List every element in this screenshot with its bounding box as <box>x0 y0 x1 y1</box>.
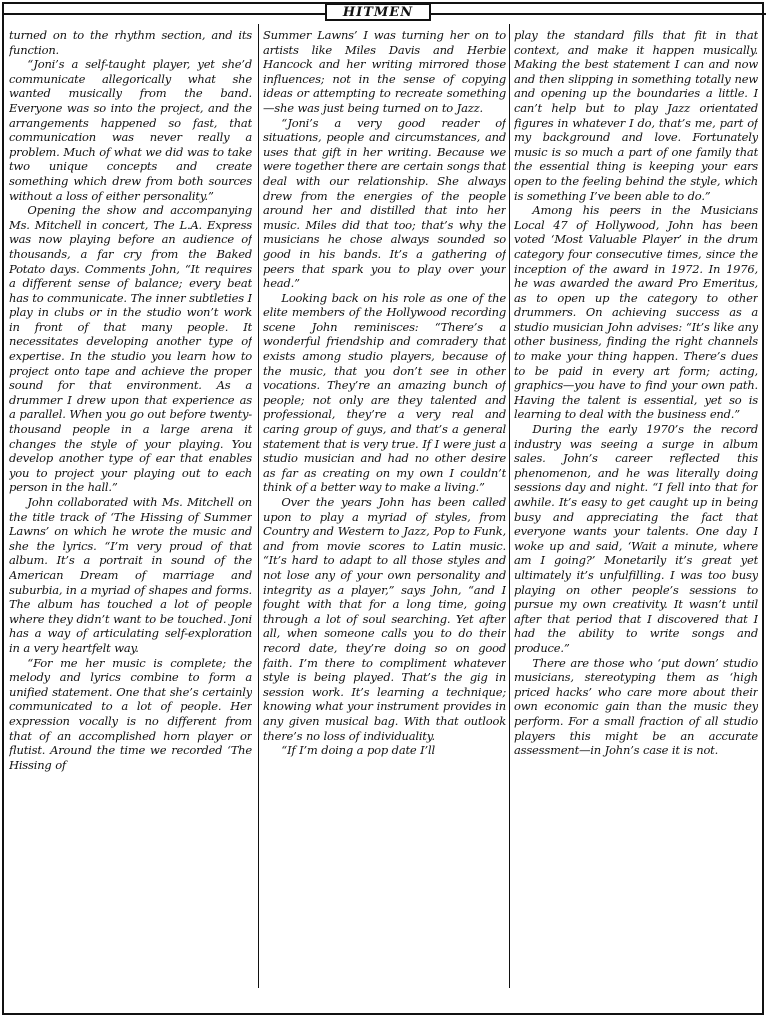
paragraph: “Joni’s a self-taught player, yet she’d communicate allegorically what she wanted musically from the band. Everyone was so into the project, and the arrangements happened so fast, that communication was never really a problem. Much of what we did was to take two unique concepts and create something which drew from both sources without a loss of either personality.” <box>9 57 252 203</box>
article-column-2 <box>263 28 506 990</box>
column-divider <box>509 24 510 988</box>
paragraph: play the standard fills that fit in that context, and make it happen musically. Making the best statement I can and now and then slipping in something totally new and opening up the boundaries a little. I can’t help but to play Jazz orientated figures in whatever I do, that’s me, part of my background and love. Fortunately music is so much a part of one family that the essential thing is keeping your ears open to the feeling behind the style, which is something I’ve been able to do.” <box>514 28 758 203</box>
article-column-3 <box>514 28 758 990</box>
paragraph: John collaborated with Ms. Mitchell on the title track of ‘The Hissing of Summer Lawns’ on which he wrote the music and she the lyrics. “I’m very proud of that album. It’s a portrait in sound of the American Dream of marriage and suburbia, in a myriad of shapes and forms. The album has touched a lot of people where they didn’t want to be touched. Joni has a way of articulating self-exploration in a very heartfelt way. <box>9 495 252 655</box>
article-column-1 <box>9 28 252 990</box>
paragraph: There are those who ‘put down’ studio musicians, stereotyping them as ‘high priced hacks’ who care more about their own economic gain than the music they perform. For a small fraction of all studio players this might be an accurate assessment—in John’s case it is not. <box>514 655 758 758</box>
paragraph: “For me her music is complete; the melody and lyrics combine to form a unified statement. One that she’s certainly communicated to a lot of people. Her expression vocally is no different from that of an accomplished horn player or flutist. Around the time we recorded ‘The Hissing of <box>9 655 252 772</box>
paragraph: “If I’m doing a pop date I’ll <box>281 743 435 758</box>
column-divider <box>258 24 259 988</box>
paragraph: Opening the show and accompanying Ms. Mitchell in concert, The L.A. Express was now playing before an audience of thousands, a far cry from the Baked Potato days. Comments John, “It requires a different sense of balance; every beat has to communicate. The inner subtleties I play in clubs or in the studio won’t work in front of that many people. It necessitates developing another type of expertise. In the studio you learn how to project onto tape and achieve the proper sound for that environment. As a drummer I drew upon that experience as a parallel. When you go out before twenty-thousand people in a large arena it changes the style of your playing. You develop another type of ear that enables you to project your playing out to each person in the hall.” <box>9 203 252 495</box>
paragraph: turned on to the rhythm section, and its function. <box>9 28 252 57</box>
section-header <box>325 3 431 21</box>
section-title: HITMEN <box>342 4 414 20</box>
paragraph: “Joni’s a very good reader of situations, people and circumstances, and uses that gift in her writing. Because we were together there are certain songs that deal with our relationship. She always drew from the energies of the people around her and distilled that into her music. Miles did that too; that’s why the musicians he chose always sounded so good in his bands. It’s a gathering of peers that spark you to play over your head.” <box>263 115 506 291</box>
paragraph: Looking back on his role as one of the elite members of the Hollywood recording scene John reminisces: “There’s a wonderful friendship and comradery that exists among studio players, because of the music, that you don’t see in other vocations. They’re an amazing bunch of people; not only are they talented and professional, they’re a very real and caring group of guys, and that’s a general statement that is very true. If I were just a studio musician and had no other desire as far as creating on my own I couldn’t think of a better way to make a living.” <box>263 290 506 495</box>
paragraph: Among his peers in the Musicians Local 47 of Hollywood, John has been voted ‘Most Valuable Player’ in the drum category four consecutive times, since the inception of the award in 1972. In 1976, he was awarded the award Pro Emeritus, as to open up the category to other drummers. On achieving success as a studio musician John advises: “It’s like any other business, finding the right channels to make your thing happen. There’s dues to be paid in every art form; acting, graphics—you have to find your own path. Having the talent is essential, yet so is learning to deal with the business end.” <box>514 203 758 422</box>
paragraph: Over the years John has been called upon to play a myriad of styles, from Country and Western to Jazz, Pop to Funk, and from movie scores to Latin music. “It’s hard to adapt to all those styles and not lose any of your own personality and integrity as a player,” says John, “and I fought with that for a long time, going through a lot of soul searching. Yet after all, when someone calls you to do their record date, they’re doing so on good faith. I’m there to compliment whatever style is being played. That’s the gig in session work. It’s learning a technique; knowing what your instrument provides in any given musical bag. With that outlook there’s no loss of individuality. <box>263 495 506 743</box>
paragraph: During the early 1970’s the record industry was seeing a surge in album sales. John’s career reflected this phenomenon, and he was literally doing sessions day and night. “I fell into that for awhile. It’s easy to get caught up in being busy and appreciating the fact that everyone wants your talents. One day I woke up and said, ‘Wait a minute, where am I going?’ Monetarily it’s great yet ultimately it’s unfulfilling. I was too busy playing on other people’s sessions to pursue my own creativity. It wasn’t until after that period that I discovered that I had the ability to write songs and produce.” <box>514 422 758 655</box>
paragraph: Summer Lawns’ I was turning her on to artists like Miles Davis and Herbie Hancock and her writing mirrored those influences; not in the sense of copying ideas or attempting to recreate something—she was just being turned on to Jazz. <box>263 28 506 115</box>
